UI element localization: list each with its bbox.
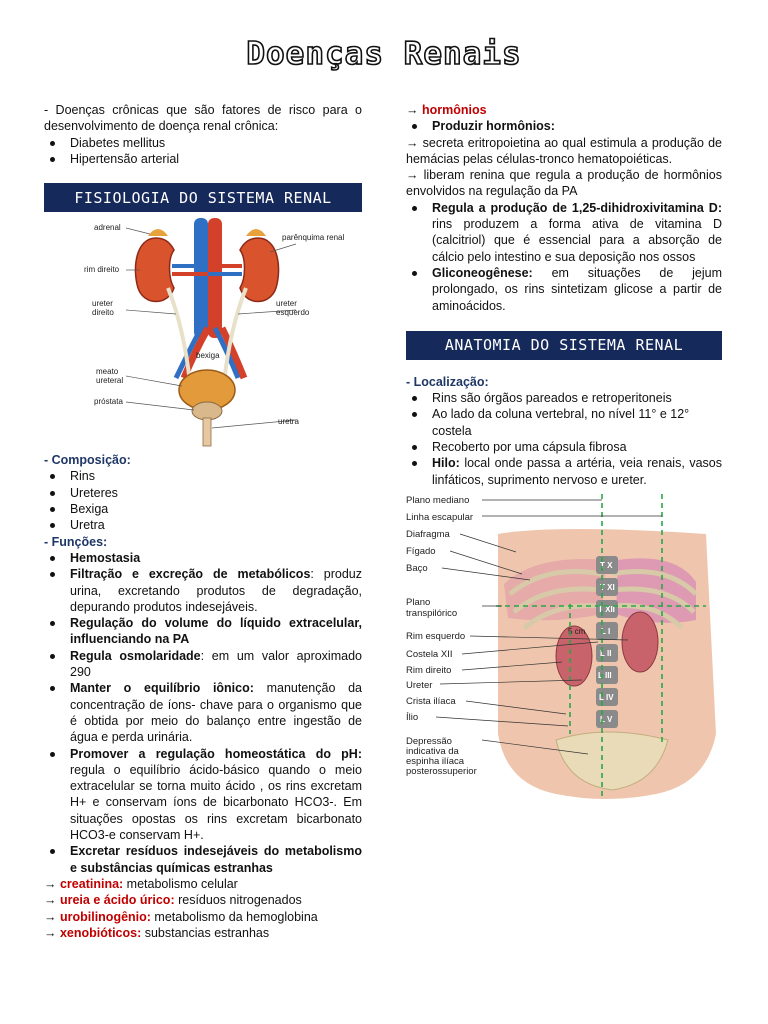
back-anatomy-illustration <box>406 494 722 804</box>
prostate <box>192 402 222 420</box>
urinary-system-illustration <box>44 218 362 448</box>
label-plano-transpilorico: Plano transpilórico <box>406 596 458 619</box>
label-meato: meato ureteral <box>96 367 124 386</box>
vena-cava <box>194 218 208 338</box>
localizacao-heading: - Localização: <box>406 374 489 389</box>
label-figado: Fígado <box>406 545 436 557</box>
label-rim-direito: rim direito <box>84 265 120 275</box>
label-baco: Baço <box>406 562 428 574</box>
urethra <box>203 418 211 446</box>
residuo-urobilinogenio: → urobilinogênio: metabolismo da hemoglobina <box>44 909 318 924</box>
left-kidney <box>622 612 658 672</box>
label-ureter-esquerdo: ureter esquerdo <box>276 299 310 318</box>
list-item: Rins <box>44 468 362 484</box>
label-ilio: Ílio <box>406 711 419 723</box>
label-crista-iliaca: Crista ilíaca <box>406 695 456 707</box>
hormonios-heading: → hormônios <box>406 103 487 117</box>
residuo-xenobioticos: → xenobióticos: substancias estranhas <box>44 925 270 940</box>
label-bexiga: bexiga <box>196 351 220 361</box>
label-uretra: uretra <box>278 417 299 427</box>
label-costela-xii: Costela XII <box>406 648 453 660</box>
label-plano-mediano: Plano mediano <box>406 494 470 506</box>
funcoes-heading: - Funções: <box>44 534 108 549</box>
vertebra-label: T XI <box>600 582 615 592</box>
vertebra-label: L III <box>598 670 612 680</box>
list-item: Filtração e excreção de metabólicos: produz urina, excretando produtos de degradação, depurando produtos indesejáveis. <box>44 566 362 615</box>
label-prostata: próstata <box>94 397 123 407</box>
label-linha-escapular: Linha escapular <box>406 511 474 523</box>
list-item: Hipertensão arterial <box>44 151 362 167</box>
localizacao-list <box>406 390 722 488</box>
hormonios-p1: → secreta eritropoietina ao qual estimula a produção de hemácias pelas células-tronco hematopoiéticas. <box>406 135 722 166</box>
vertebra-label: T XII <box>598 604 615 614</box>
residuo-creatinina: → creatinina: metabolismo celular <box>44 876 238 891</box>
hormonios-list <box>406 200 722 314</box>
list-item: Uretra <box>44 517 362 533</box>
list-item: Rins são órgãos pareados e retroperitoneis <box>406 390 722 406</box>
vertebra-label: L IV <box>599 692 614 702</box>
label-adrenal: adrenal <box>94 223 121 233</box>
composicao-heading: - Composição: <box>44 453 131 468</box>
list-item: Ureteres <box>44 485 362 501</box>
cm-label: 5 cm <box>568 626 586 636</box>
list-item: Regula a produção de 1,25-dihidroxivitamina D: rins produzem a forma ativa de vitamina D (calcitriol) que é essencial para a absorção de cálcio pelo intestino e sua deposição nos ossos <box>406 200 722 265</box>
list-item: Manter o equilíbrio iônico: manutenção da concentração de íons- chave para o organismo que é obtida por meio do balanço entre ingestão de água e perda urinária. <box>44 680 362 745</box>
vertebra-label: T X <box>600 560 613 570</box>
label-rim-esquerdo: Rim esquerdo <box>406 630 466 642</box>
list-item: Hilo: local onde passa a artéria, veia renais, vasos linfáticos, suprimento nervoso e ureter. <box>406 455 722 488</box>
aorta <box>208 218 222 338</box>
label-rim-direito: Rim direito <box>406 664 452 676</box>
list-item: Regulação do volume do líquido extracelular, influenciando na PA <box>44 615 362 648</box>
list-item: Promover a regulação homeostática do pH: regula o equilíbrio ácido-básico quando o meio extracelular se torna muito ácido , os rins excretam H+ e conservam íons de bicarbonato HCO3-. Em situações opostas os rins excretam bicarbonato HCO3-e conservam H+. <box>44 746 362 844</box>
vertebra-label: L V <box>600 714 613 724</box>
list-item: Hemostasia <box>44 550 362 566</box>
left-column <box>44 102 362 941</box>
residuo-ureia: → ureia e ácido úrico: resíduos nitrogenados <box>44 893 302 908</box>
list-item: Produzir hormônios: <box>406 118 722 134</box>
right-column <box>406 102 722 804</box>
right-adrenal <box>148 229 168 236</box>
list-item: Gliconeogênese: em situações de jejum prolongado, os rins sintetizam glicose a partir de aminoácidos. <box>406 265 722 314</box>
list-item: Ao lado da coluna vertebral, no nível 11° e 12° costela <box>406 406 722 439</box>
list-item: Diabetes mellitus <box>44 135 362 151</box>
label-diafragma: Diafragma <box>406 528 450 540</box>
vertebra-label: L I <box>601 626 611 636</box>
funcoes-list <box>44 550 362 876</box>
intro-list <box>44 135 362 168</box>
list-item: Recoberto por uma cápsula fibrosa <box>406 439 722 455</box>
label-parenquima: parênquima renal <box>282 233 345 243</box>
label-ureter-direito: ureter direito <box>92 299 114 318</box>
hormonios-produzir-list <box>406 118 722 134</box>
banner-anatomia: ANATOMIA DO SISTEMA RENAL <box>406 331 722 360</box>
page-title: Doenças Renais <box>246 36 522 72</box>
hormonios-p2: → liberam renina que regula a produção de hormônios envolvidos na regulação da PA <box>406 168 722 199</box>
label-ureter: Ureter <box>406 679 433 691</box>
vertebra-label: L II <box>600 648 612 658</box>
label-depressao: Depressão indicativa da espinha ilíaca posterossuperior <box>406 735 477 777</box>
banner-fisiologia: FISIOLOGIA DO SISTEMA RENAL <box>44 183 362 212</box>
list-item: Excretar resíduos indesejáveis do metabolismo e substâncias químicas estranhas <box>44 843 362 876</box>
list-item: Regula osmolaridade: em um valor aproximado 290 <box>44 648 362 681</box>
left-adrenal <box>246 229 266 236</box>
composicao-list <box>44 468 362 533</box>
intro-text: - Doenças crônicas que são fatores de risco para o desenvolvimento de doença renal crônica: <box>44 103 362 134</box>
list-item: Bexiga <box>44 501 362 517</box>
